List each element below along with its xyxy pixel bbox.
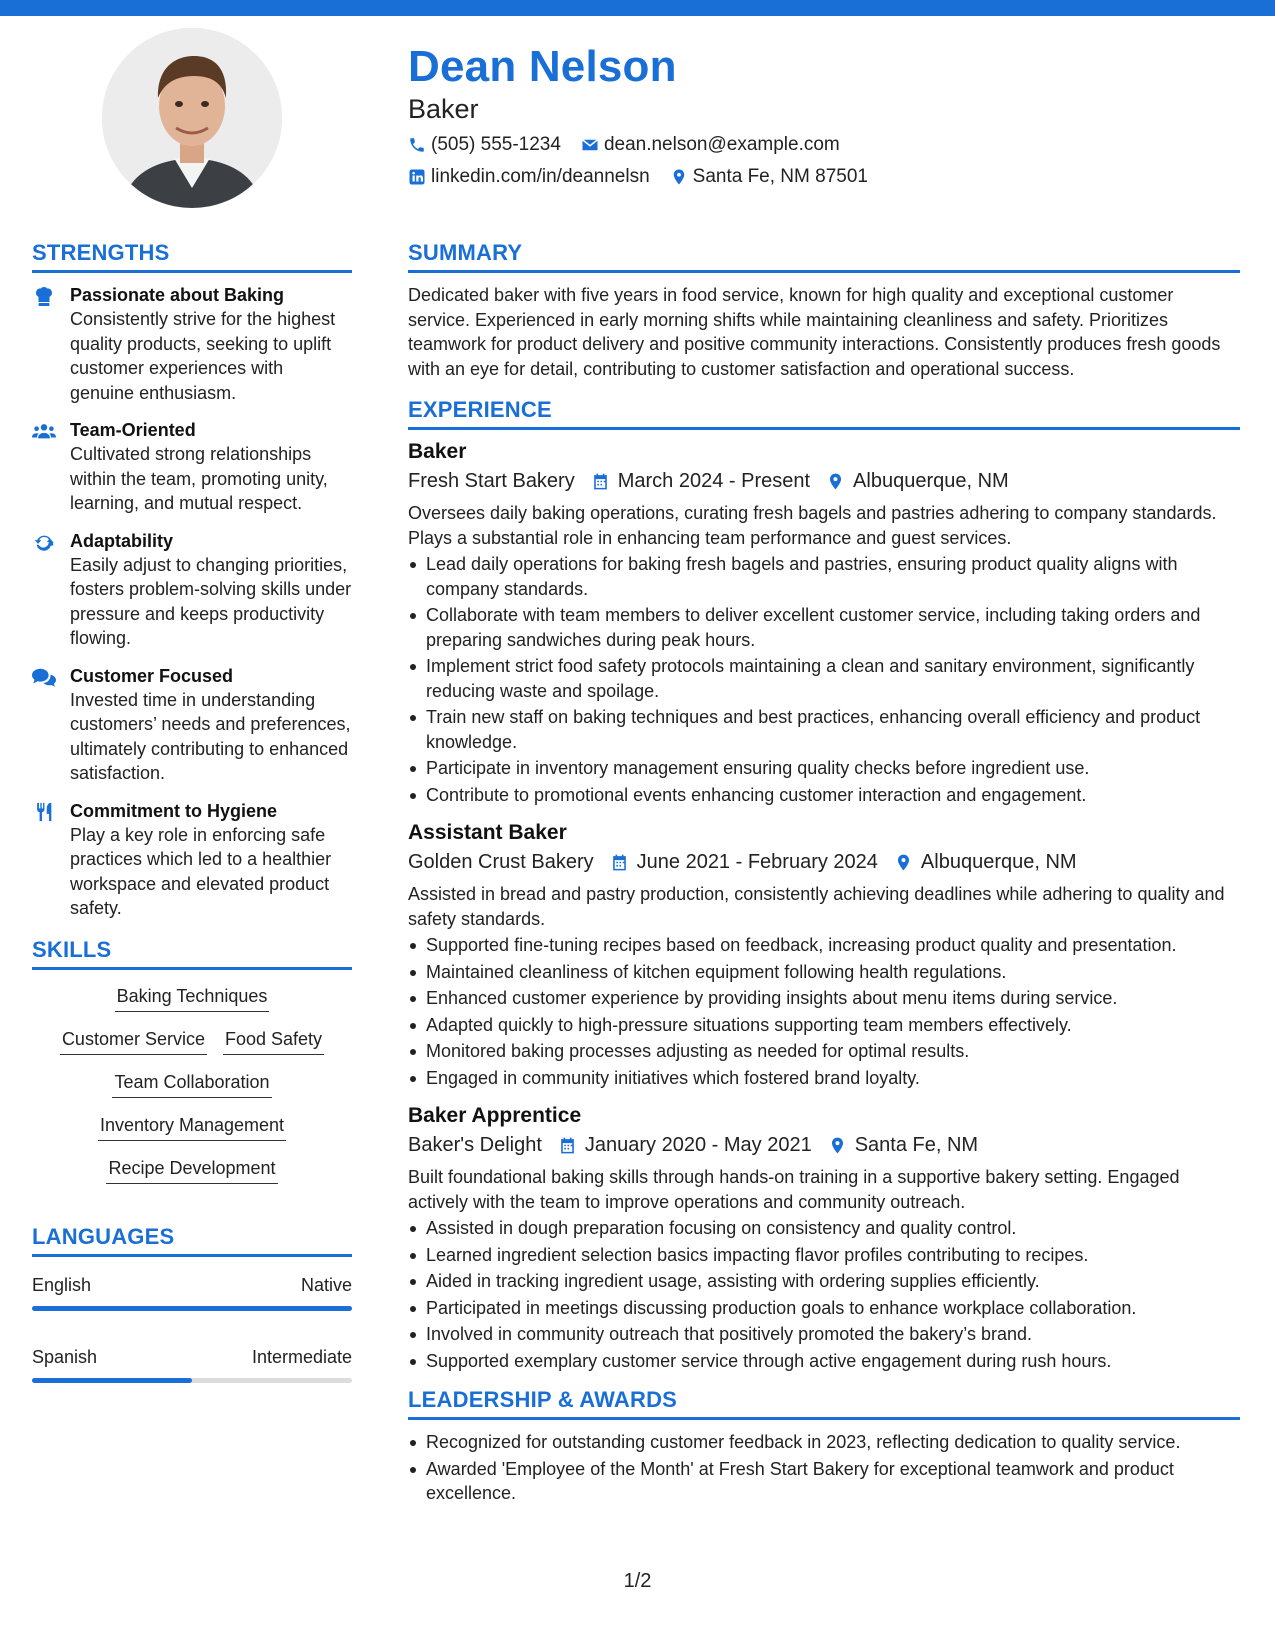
map-pin-icon (670, 168, 688, 186)
language-level: Intermediate (251, 1346, 352, 1367)
job-bullets (408, 1216, 1240, 1373)
job-bullet: Learned ingredient selection basics impacting flavor profiles contributing to recipes. (408, 1243, 1240, 1268)
job-location (826, 470, 1009, 493)
candidate-name: Dean Nelson (408, 42, 677, 91)
skills-list (32, 980, 352, 1184)
summary-text: Dedicated baker with five years in food service, known for high quality and exceptional customer service. Experienced in early morning shifts while maintaining cleanliness and safety. Prioritizes teamwork for product delivery and positive community interactions. Consistently produces fresh goods with an eye for detail, contributing to customer satisfaction and operational success. (408, 285, 1221, 379)
strength-item (32, 529, 352, 651)
job-bullet: Monitored baking processes adjusting as needed for optimal results. (408, 1039, 1240, 1064)
experience-list (408, 440, 1240, 1373)
job-dates-text: January 2020 - May 2021 (584, 1134, 812, 1156)
contact-row-1 (408, 134, 840, 156)
job-location-text: Albuquerque, NM (920, 851, 1077, 873)
job-dates-text: March 2024 - Present (617, 470, 811, 492)
strength-item (32, 799, 352, 921)
linkedin-icon (408, 168, 426, 186)
profile-photo (102, 28, 282, 208)
location-text: Santa Fe, NM 87501 (692, 166, 868, 187)
location-contact (670, 166, 868, 188)
strength-desc: Invested time in understanding customers’ needs and preferences, ultimately contributing to enhanced satisfaction. (70, 689, 351, 783)
candidate-title: Baker (408, 94, 479, 124)
skill-tag: Baking Techniques (115, 986, 270, 1012)
skill-tag: Team Collaboration (112, 1072, 271, 1098)
job-title: Baker (408, 440, 467, 463)
job-bullet: Assisted in dough preparation focusing on consistency and quality control. (408, 1216, 1240, 1241)
language-proficiency-fill (32, 1306, 352, 1311)
job-title: Assistant Baker (408, 821, 567, 844)
experience-heading: EXPERIENCE (408, 397, 1240, 430)
strength-item (32, 283, 352, 405)
job-entry (408, 821, 1240, 1090)
skill-tag: Food Safety (223, 1029, 324, 1055)
strength-desc: Easily adjust to changing priorities, fosters problem-solving skills under pressure and keeps productivity flowing. (70, 554, 352, 648)
company-name: Baker's Delight (408, 1134, 542, 1156)
job-bullet: Lead daily operations for baking fresh bagels and pastries, ensuring product quality aligns with company standards. (408, 552, 1240, 601)
job-bullet: Enhanced customer experience by providing insights about menu items during service. (408, 986, 1240, 1011)
languages-heading: LANGUAGES (32, 1224, 352, 1257)
strength-item (32, 664, 352, 786)
map-pin-icon (826, 472, 845, 491)
comments-icon (32, 666, 56, 688)
awards-list (408, 1430, 1240, 1506)
job-bullets (408, 933, 1240, 1090)
award-item: Recognized for outstanding customer feedback in 2023, reflecting dedication to quality service. (408, 1430, 1240, 1455)
job-bullet: Involved in community outreach that positively promoted the bakery’s brand. (408, 1322, 1240, 1347)
left-column (32, 240, 352, 1407)
job-bullet: Participated in meetings discussing production goals to enhance workplace collaboration. (408, 1296, 1240, 1321)
phone-contact[interactable] (408, 134, 561, 156)
job-meta (408, 851, 1240, 874)
job-bullet: Contribute to promotional events enhancing customer interaction and engagement. (408, 783, 1240, 808)
language-proficiency-bar (32, 1306, 352, 1311)
envelope-icon (581, 136, 599, 154)
language-proficiency-fill (32, 1378, 192, 1383)
strength-title: Adaptability (70, 530, 174, 551)
job-bullet: Supported fine-tuning recipes based on feedback, increasing product quality and presentation. (408, 933, 1240, 958)
awards-heading: LEADERSHIP & AWARDS (408, 1387, 1240, 1420)
job-description: Oversees daily baking operations, curating fresh bagels and pastries adhering to company standards. Plays a substantial role in enhancing team performance and guest services. (408, 503, 1217, 548)
job-bullet: Engaged in community initiatives which fostered brand loyalty. (408, 1066, 1240, 1091)
job-description: Assisted in bread and pastry production, consistently achieving deadlines while adhering to quality and safety standards. (408, 884, 1225, 929)
job-dates (591, 470, 810, 493)
language-name: Spanish (32, 1346, 98, 1367)
job-location-text: Albuquerque, NM (853, 470, 1009, 492)
job-entry (408, 440, 1240, 807)
language-item (32, 1347, 352, 1383)
job-location (828, 1134, 978, 1157)
calendar-icon (558, 1136, 577, 1155)
email-text: dean.nelson@example.com (603, 134, 840, 155)
top-accent-bar (0, 0, 1275, 16)
job-bullet: Implement strict food safety protocols maintaining a clean and sanitary environment, significantly reducing waste and spoilage. (408, 654, 1240, 703)
job-bullet: Maintained cleanliness of kitchen equipment following health regulations. (408, 960, 1240, 985)
strength-title: Customer Focused (70, 665, 234, 686)
job-bullet: Supported exemplary customer service through active engagement during rush hours. (408, 1349, 1240, 1374)
utensils-icon (32, 801, 56, 823)
linkedin-text: linkedin.com/in/deannelsn (431, 166, 650, 187)
job-bullets (408, 552, 1240, 807)
contact-row-2 (408, 166, 868, 188)
language-name: English (32, 1274, 92, 1295)
skill-tag: Customer Service (60, 1029, 207, 1055)
strength-title: Commitment to Hygiene (70, 800, 278, 821)
calendar-icon (610, 853, 629, 872)
strength-title: Passionate about Baking (70, 285, 285, 305)
calendar-icon (591, 472, 610, 491)
award-item: Awarded 'Employee of the Month' at Fresh Start Bakery for exceptional teamwork and product excellence. (408, 1457, 1240, 1506)
strength-title: Team-Oriented (70, 420, 196, 440)
strength-desc: Play a key role in enforcing safe practices which led to a healthier workspace and elevated product safety. (70, 824, 332, 918)
language-level: Native (300, 1274, 352, 1295)
strength-desc: Consistently strive for the highest quality products, seeking to uplift customer experiences with genuine enthusiasm. (70, 309, 336, 403)
job-dates (558, 1134, 812, 1157)
sync-icon (32, 531, 56, 553)
skill-tag: Recipe Development (106, 1158, 277, 1184)
right-column (408, 240, 1240, 1508)
strengths-heading: STRENGTHS (32, 240, 352, 273)
linkedin-contact[interactable] (408, 166, 650, 188)
skill-tag: Inventory Management (98, 1115, 286, 1141)
strength-desc: Cultivated strong relationships within the team, promoting unity, learning, and mutual respect. (70, 444, 328, 513)
users-icon (32, 420, 56, 442)
strength-item (32, 418, 352, 516)
job-bullet: Participate in inventory management ensuring quality checks before ingredient use. (408, 756, 1240, 781)
job-bullet: Collaborate with team members to deliver excellent customer service, including taking orders and preparing sandwiches during peak hours. (408, 603, 1240, 652)
phone-icon (408, 136, 426, 154)
job-meta (408, 1134, 1240, 1157)
map-pin-icon (894, 853, 913, 872)
language-item (32, 1275, 352, 1311)
job-dates-text: June 2021 - February 2024 (636, 851, 878, 873)
job-dates (610, 851, 878, 874)
job-description: Built foundational baking skills through hands-on training in a supportive bakery setting. Engaged actively with the team to improve operations and community outreach. (408, 1167, 1180, 1212)
map-pin-icon (828, 1136, 847, 1155)
page-number: 1/2 (623, 1570, 652, 1592)
job-bullet: Adapted quickly to high-pressure situations supporting team members effectively. (408, 1013, 1240, 1038)
job-entry (408, 1104, 1240, 1373)
job-location (894, 851, 1077, 874)
phone-text: (505) 555-1234 (431, 134, 561, 155)
summary-heading: SUMMARY (408, 240, 1240, 273)
job-meta (408, 470, 1240, 493)
chef-hat-icon (32, 285, 56, 307)
company-name: Fresh Start Bakery (408, 470, 575, 492)
job-bullet: Train new staff on baking techniques and best practices, enhancing overall efficiency and product knowledge. (408, 705, 1240, 754)
job-title: Baker Apprentice (408, 1104, 582, 1127)
language-proficiency-bar (32, 1378, 352, 1383)
job-location-text: Santa Fe, NM (854, 1134, 979, 1156)
job-bullet: Aided in tracking ingredient usage, assisting with ordering supplies efficiently. (408, 1269, 1240, 1294)
email-contact[interactable] (581, 134, 840, 156)
company-name: Golden Crust Bakery (408, 851, 594, 873)
skills-heading: SKILLS (32, 937, 352, 970)
